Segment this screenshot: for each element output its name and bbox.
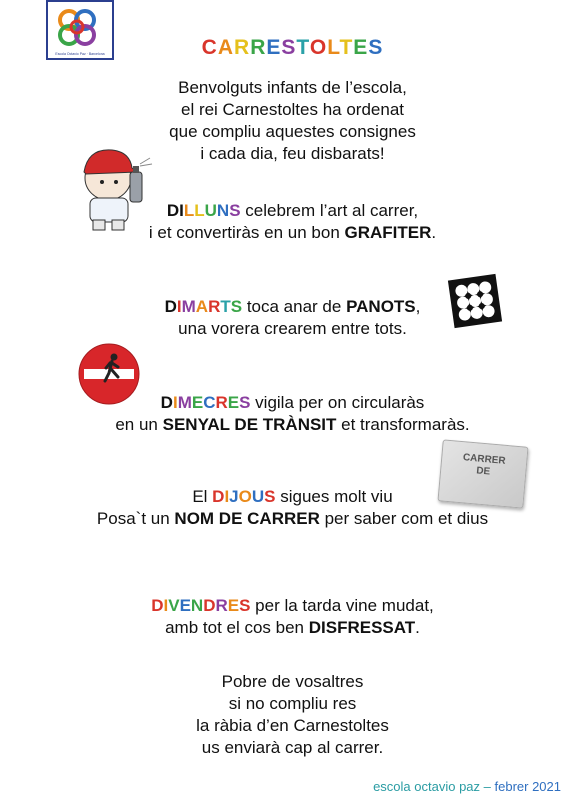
closing-line: Pobre de vosaltres (221, 672, 364, 691)
punctuation: , (415, 297, 421, 316)
wednesday-line1: vigila per on circularàs (250, 393, 425, 412)
letter: L (194, 201, 205, 220)
letter: L (183, 201, 195, 220)
thursday-stanza (0, 486, 585, 530)
letter: S (230, 297, 243, 316)
page-title (0, 36, 585, 60)
letter: J (229, 487, 239, 506)
letter: N (190, 596, 204, 615)
keyword-panots: PANOTS (346, 297, 416, 316)
letter: R (215, 393, 228, 412)
day-wednesday (161, 393, 251, 412)
letter: E (179, 596, 191, 615)
letter: M (181, 297, 196, 316)
footer-school: escola octavio paz (373, 779, 481, 794)
letter: S (264, 487, 276, 506)
monday-line2: i et convertiràs en un bon (148, 223, 345, 242)
letter: E (191, 393, 204, 412)
letter: E (266, 36, 282, 59)
letter: N (216, 201, 230, 220)
thursday-line2: Posa`t un (96, 509, 175, 528)
wednesday-line2-end: et transformaràs. (336, 415, 470, 434)
letter: E (353, 36, 369, 59)
letter: R (208, 297, 221, 316)
closing-line: la ràbia d’en Carnestoltes (196, 716, 389, 735)
letter: S (239, 596, 251, 615)
day-thursday (212, 487, 275, 506)
letter: D (203, 596, 216, 615)
street-sign-line1: CARRER (462, 452, 507, 467)
letter: U (251, 487, 265, 506)
friday-stanza (0, 595, 585, 639)
letter: S (368, 36, 384, 59)
keyword-disfressat: DISFRESSAT (308, 618, 416, 637)
wednesday-line2: en un (115, 415, 163, 434)
letter: A (195, 297, 209, 316)
letter: V (168, 596, 180, 615)
tuesday-stanza (0, 296, 585, 340)
thursday-line1-start: El (192, 487, 213, 506)
intro-line: Benvolguts infants de l’escola, (178, 78, 407, 97)
letter: S (229, 201, 241, 220)
letter: I (172, 393, 178, 412)
punctuation: . (431, 223, 437, 242)
letter: R (250, 36, 267, 59)
letter: T (220, 297, 231, 316)
tuesday-line1: toca anar de (242, 297, 347, 316)
letter: I (163, 596, 169, 615)
footer-date: febrer 2021 (494, 779, 561, 794)
letter: O (309, 36, 328, 59)
intro-line: i cada dia, feu disbarats! (200, 144, 385, 163)
letter: E (227, 596, 240, 615)
letter: C (201, 36, 218, 59)
keyword-nom-carrer: NOM DE CARRER (174, 509, 320, 528)
intro-line: que compliu aquestes consignes (169, 122, 416, 141)
letter: I (176, 297, 182, 316)
letter: D (160, 393, 173, 412)
letter: T (339, 36, 354, 59)
closing-line: si no compliu res (228, 694, 357, 713)
letter: M (177, 393, 192, 412)
keyword-grafiter: GRAFITER (344, 223, 432, 242)
letter: A (217, 36, 235, 59)
letter: E (227, 393, 240, 412)
closing-stanza (0, 671, 585, 759)
logo-caption: Escola Octavio Paz · Barcelona (55, 52, 105, 56)
wednesday-stanza (0, 392, 585, 436)
letter: D (151, 596, 164, 615)
letter: R (234, 36, 251, 59)
letter: O (238, 487, 252, 506)
letter: D (212, 487, 225, 506)
closing-line: us enviarà cap al carrer. (201, 738, 384, 757)
intro-line: el rei Carnestoltes ha ordenat (180, 100, 405, 119)
monday-stanza (0, 200, 585, 244)
letter: R (215, 596, 228, 615)
day-friday (151, 596, 250, 615)
letter: D (166, 201, 180, 220)
tuesday-line2: una vorera crearem entre tots. (178, 319, 407, 338)
street-sign-line2: DE (475, 465, 491, 478)
letter: S (239, 393, 251, 412)
letter: C (203, 393, 216, 412)
day-tuesday (165, 297, 242, 316)
letter: I (179, 201, 184, 220)
thursday-line1-end: sigues molt viu (275, 487, 393, 506)
friday-line2: amb tot el cos ben (165, 618, 309, 637)
letter: I (224, 487, 230, 506)
day-monday (167, 201, 241, 220)
letter: S (281, 36, 297, 59)
monday-line1: celebrem l’art al carrer, (240, 201, 419, 220)
letter: T (296, 36, 310, 59)
letter: U (204, 201, 217, 220)
keyword-senyal: SENYAL DE TRÀNSIT (162, 415, 337, 434)
footer-signature (373, 779, 561, 794)
punctuation: . (415, 618, 420, 637)
friday-line1: per la tarda vine mudat, (250, 596, 434, 615)
letter: L (327, 36, 340, 59)
footer-dash: – (480, 779, 495, 794)
letter: D (164, 297, 177, 316)
thursday-line2-end: per saber com et dius (319, 509, 489, 528)
